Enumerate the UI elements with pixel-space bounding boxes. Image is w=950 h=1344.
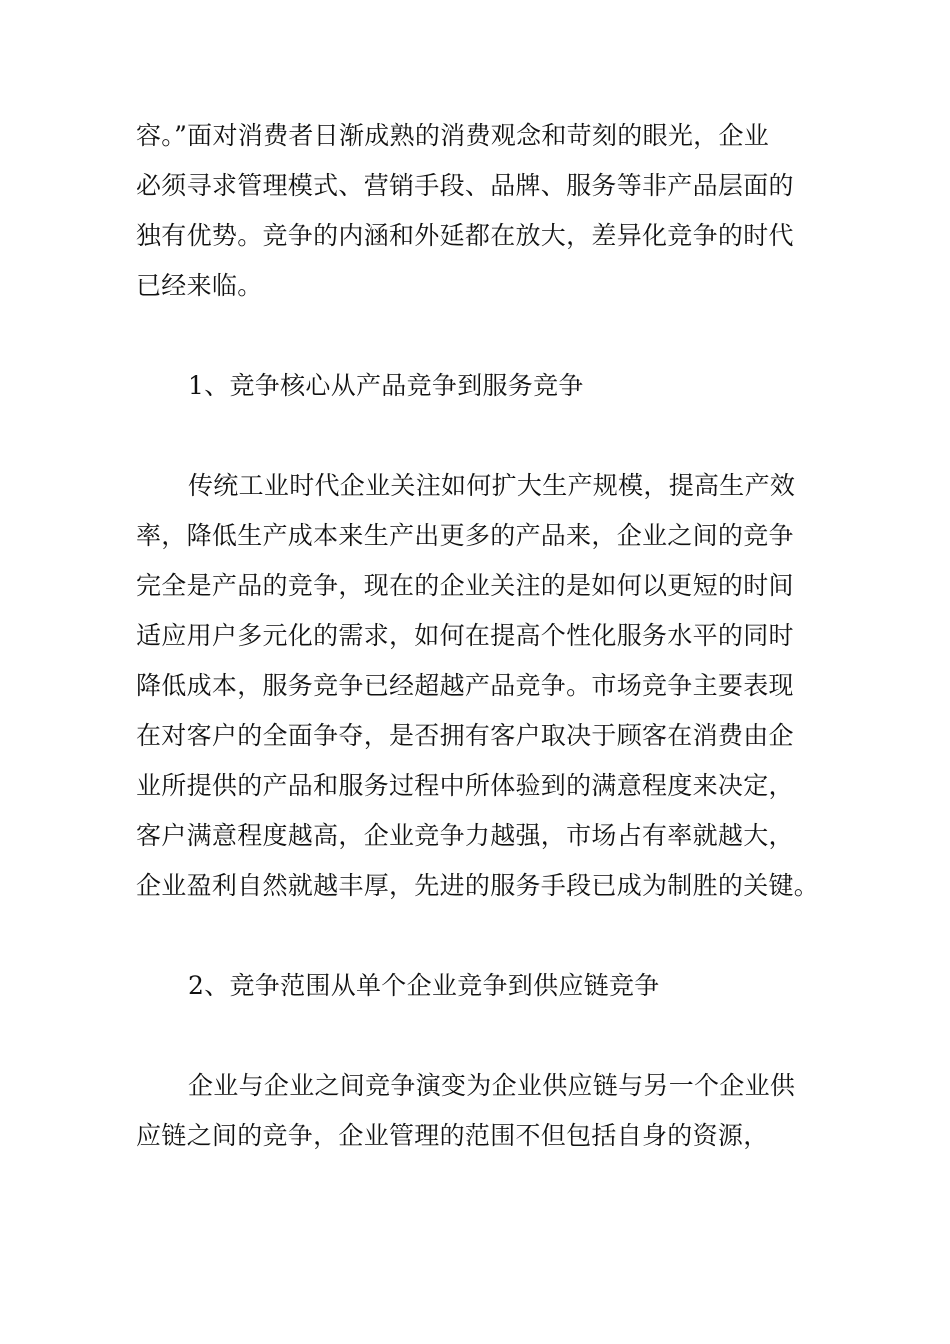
paragraph-line: 应链之间的竞争，企业管理的范围不但包括自身的资源，: [136, 1121, 769, 1150]
paragraph-line: 适应用户多元化的需求，如何在提高个性化服务水平的同时: [136, 621, 794, 650]
paragraph-line: 业所提供的产品和服务过程中所体验到的满意程度来决定，: [136, 771, 794, 800]
paragraph-line: 已经来临。: [136, 271, 263, 300]
paragraph-line: 在对客户的全面争夺，是否拥有客户取决于顾客在消费由企: [136, 721, 794, 750]
paragraph-line: 完全是产品的竞争，现在的企业关注的是如何以更短的时间: [136, 571, 794, 600]
section-heading-2: 2、竞争范围从单个企业竞争到供应链竞争: [188, 971, 660, 1000]
paragraph-line: 企业与企业之间竞争演变为企业供应链与另一个企业供: [188, 1071, 796, 1100]
paragraph-line: 容。”面对消费者日渐成熟的消费观念和苛刻的眼光，企业: [136, 121, 770, 150]
section-heading-1: 1、竞争核心从产品竞争到服务竞争: [188, 371, 584, 400]
paragraph-line: 客户满意程度越高，企业竞争力越强，市场占有率就越大，: [136, 821, 794, 850]
paragraph-line: 独有优势。竞争的内涵和外延都在放大，差异化竞争的时代: [136, 221, 794, 250]
paragraph-line: 降低成本，服务竞争已经超越产品竞争。市场竞争主要表现: [136, 671, 794, 700]
paragraph-line: 企业盈利自然就越丰厚，先进的服务手段已成为制胜的关键。: [136, 871, 820, 900]
paragraph-line: 率，降低生产成本来生产出更多的产品来，企业之间的竞争: [136, 521, 794, 550]
paragraph-line: 传统工业时代企业关注如何扩大生产规模，提高生产效: [188, 471, 796, 500]
paragraph-line: 必须寻求管理模式、营销手段、品牌、服务等非产品层面的: [136, 171, 794, 200]
